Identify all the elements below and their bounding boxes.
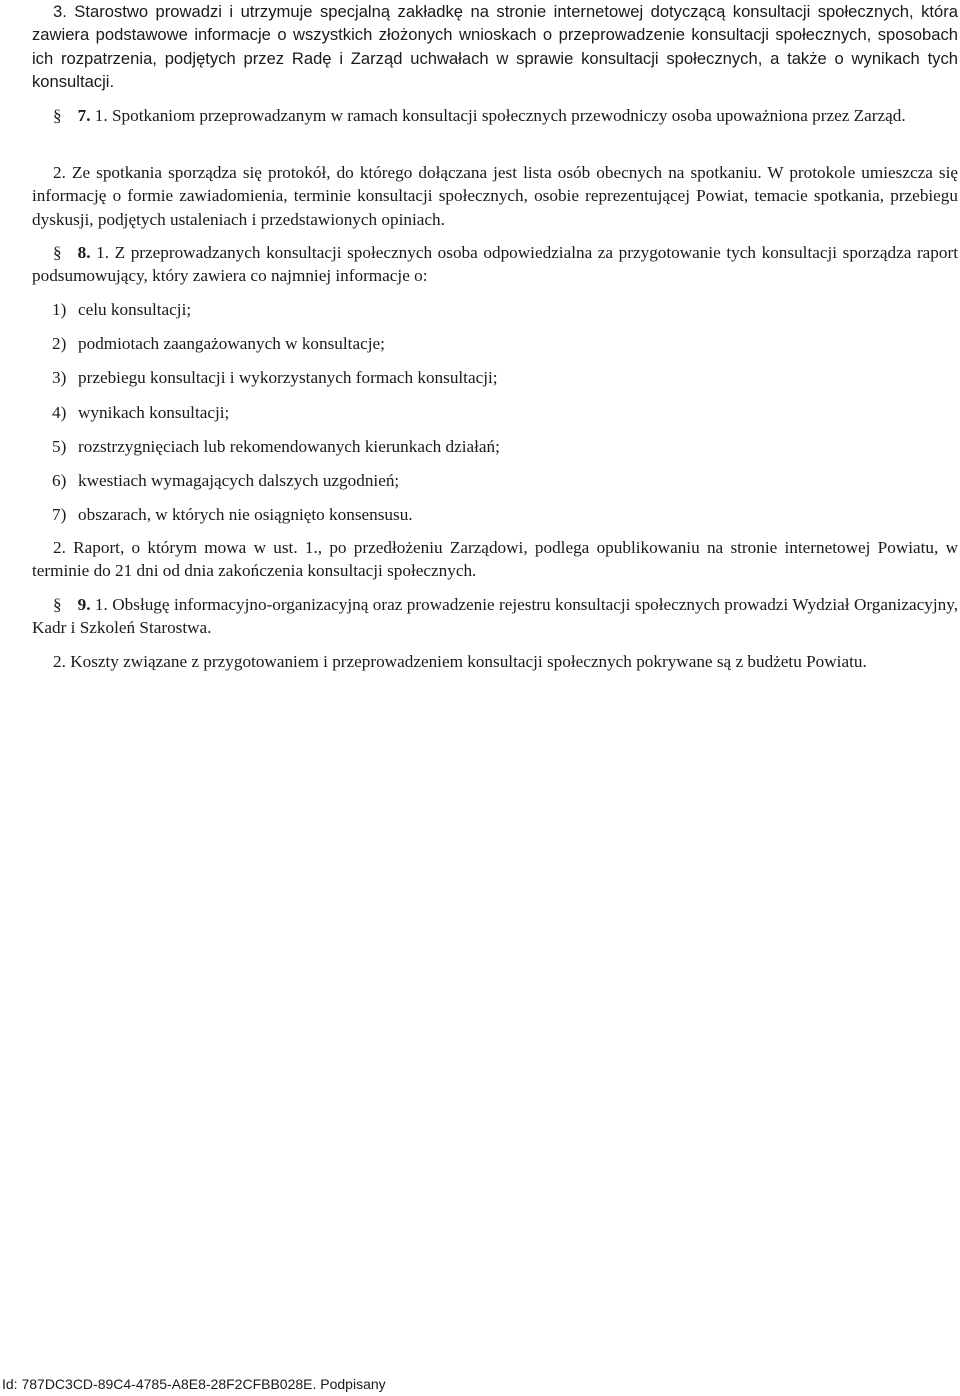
list-item: 5) rozstrzygnięciach lub rekomendowanych kierunkach działań; — [52, 436, 500, 456]
list-item: 7) obszarach, w których nie osiągnięto konsensusu. — [52, 505, 413, 525]
section-7-paragraph-2: 2. Ze spotkania sporządza się protokół, do którego dołączana jest lista osób obecnych na spotkaniu. W protokole umieszcza się informację o formie zawiadomienia, terminie konsultacji społecznych, osobie reprezentującej Powiat, temacie spotkania, przebiegu dyskusji, podjętych ustaleniach i przedstawionych opiniach. — [32, 163, 958, 229]
section-8-paragraph-2: 2. Raport, o którym mowa w ust. 1., po przedłożeniu Zarządowi, podlega opublikowaniu na stronie internetowej Powiatu, w terminie do 21 dni od dnia zakończenia konsultacji społecznych. — [32, 538, 958, 581]
list-item: 6) kwestiach wymagających dalszych uzgodnień; — [52, 470, 400, 490]
list-item: 2) podmiotach zaangażowanych w konsultacje; — [52, 334, 385, 354]
section-9-paragraph-2: 2. Koszty związane z przygotowaniem i przeprowadzeniem konsultacji społecznych pokrywane są z budżetu Powiatu. — [53, 652, 867, 671]
section-9-text: 1. Obsługę informacyjno-organizacyjną oraz prowadzenie rejestru konsultacji społecznych prowadzi Wydział Organizacyjny, Kadr i Szkoleń Starostwa. — [32, 595, 958, 638]
section-sign: § — [53, 106, 62, 125]
section-7-paragraph-1 — [32, 104, 906, 127]
section-number-9: 9. — [77, 595, 91, 614]
list-item: 3) przebiegu konsultacji i wykorzystanych formach konsultacji; — [52, 368, 498, 388]
section-number-8: 8. — [77, 243, 91, 262]
list-item: 4) wynikach konsultacji; — [52, 402, 230, 422]
section-sign: § — [53, 595, 62, 614]
section-sign: § — [53, 243, 62, 262]
section-number-7: 7. — [77, 106, 91, 125]
section-9-paragraph-1 — [32, 593, 958, 640]
section-8-paragraph-1 — [32, 241, 958, 288]
section-8-text: 1. Z przeprowadzanych konsultacji społecznych osoba odpowiedzialna za przygotowanie tych konsultacji sporządza raport podsumowujący, który zawiera co najmniej informacje o: — [32, 243, 958, 286]
paragraph-3-website-tab: 3. Starostwo prowadzi i utrzymuje specjalną zakładkę na stronie internetowej dotyczącą konsultacji społecznych, która zawiera podstawowe informacje o wszystkich złożonych wnioskach o przeprowadzenie konsultacji społecznych, sposobach ich rozpatrzenia, podjętych przez Radę i Zarząd uchwałach w sprawie konsultacji społecznych, a także o wynikach tych konsultacji. — [32, 2, 958, 92]
report-contents-list — [52, 298, 952, 537]
document-id-footer: Id: 787DC3CD-89C4-4785-A8E8-28F2CFBB028E. Podpisany — [2, 1376, 386, 1392]
list-item: 1) celu konsultacji; — [52, 300, 192, 319]
section-7-text: 1. Spotkaniom przeprowadzanym w ramach konsultacji społecznych przewodniczy osoba upoważniona przez Zarząd. — [94, 106, 906, 125]
